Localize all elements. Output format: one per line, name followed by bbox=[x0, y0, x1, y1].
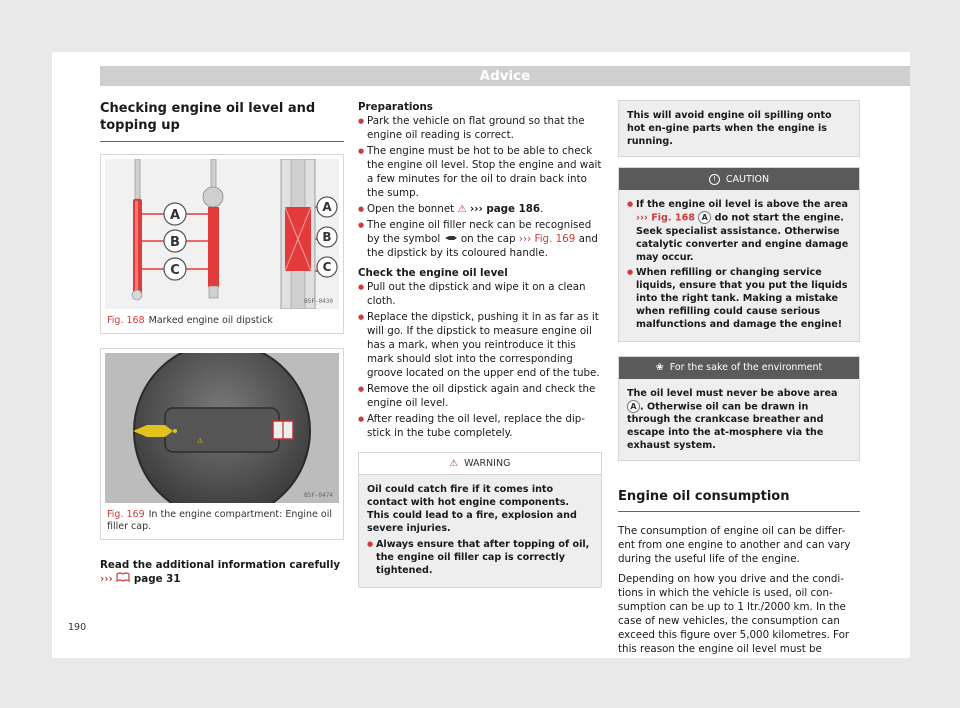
page-number: 190 bbox=[68, 622, 87, 633]
consumption-paragraph-2: Depending on how you drive and the condi-tions in which the vehicle is used, oil con-sumption can be up to 1 ltr./2000 km. In the case of new vehicles, the consumption can exceed this figure over 5,000 kilometres. For this reason the engine oil level must be bbox=[618, 573, 850, 655]
svg-text:⚠: ⚠ bbox=[197, 437, 204, 445]
environment-title: For the sake of the environment bbox=[669, 362, 823, 373]
list-item: ● After reading the oil level, replace the dip-stick in the tube completely. bbox=[358, 412, 602, 440]
list-item bbox=[358, 218, 602, 260]
dipstick-drawing bbox=[105, 159, 339, 309]
bonnet-page-link[interactable]: ››› page 186 bbox=[470, 203, 541, 215]
letter-c-left: C bbox=[170, 263, 180, 278]
oil-can-icon bbox=[444, 233, 461, 245]
figure-number: Fig. 168 bbox=[107, 315, 145, 326]
caution-text-post: do not start the engine. Seek specialist assistance. Otherwise catalytic converter and engine damage may occur. bbox=[636, 212, 849, 263]
list-item: ● Always ensure that after topping of oil, the engine oil filler cap is correctly tightened. bbox=[367, 538, 593, 577]
letter-a-right: A bbox=[322, 200, 332, 214]
consumption-paragraph-1: The consumption of engine oil can be differ-ent from one engine to another and can vary during the useful life of the engine. bbox=[618, 525, 851, 565]
area-a-badge: A bbox=[627, 400, 640, 413]
warning-continued-text: This will avoid engine oil spilling onto hot en-gine parts when the engine is running. bbox=[619, 101, 859, 156]
read-more-page-link[interactable]: page 31 bbox=[133, 573, 181, 585]
caution-text: If the engine oil level is above the area bbox=[636, 199, 849, 210]
environment-body bbox=[619, 379, 859, 461]
list-item: ● When refilling or changing service liquids, ensure that you put the liquids into the right tank. Making a mistake when refilling could cause serious malfunctions and damage the engine! bbox=[627, 266, 851, 331]
figure-number: Fig. 169 bbox=[107, 509, 145, 520]
warning-text: Oil could catch fire if it comes into contact with hot engine components. This could lead to a fire, explosion and severe injuries. bbox=[367, 484, 577, 534]
section-header: Advice bbox=[100, 66, 910, 86]
info-circle-icon: ! bbox=[709, 174, 720, 185]
warning-body bbox=[359, 475, 601, 587]
image-code: B5F-0430 bbox=[304, 298, 333, 305]
environment-header bbox=[619, 357, 859, 379]
read-more-arrows[interactable]: ››› bbox=[100, 573, 113, 585]
dipstick-illustration bbox=[105, 159, 339, 309]
read-more-text: Read the additional information carefully bbox=[100, 559, 341, 571]
check-oil-heading: Check the engine oil level bbox=[358, 267, 508, 279]
environment-box bbox=[618, 356, 860, 462]
environment-text: The oil level must never be above area bbox=[627, 387, 838, 399]
filler-mid: on the cap bbox=[460, 233, 516, 245]
list-item: ● Pull out the dipstick and wipe it on a clean cloth. bbox=[358, 280, 602, 308]
image-code: B5F-0474 bbox=[304, 492, 333, 499]
list-item: ● Replace the dipstick, pushing it in as far as it will go. If the dipstick to measure engine oil has a mark, when you reintroduce it this mark should slot into the corresponding groove located on the upper end of the tube. bbox=[358, 310, 602, 380]
warning-box bbox=[358, 452, 602, 588]
fig169-link[interactable]: ››› Fig. 169 bbox=[518, 233, 576, 245]
figure-caption bbox=[105, 315, 339, 327]
list-item bbox=[627, 198, 851, 264]
filler-text: The engine oil filler neck can be recognised by the symbol bbox=[367, 219, 592, 245]
preparations-list bbox=[358, 114, 602, 260]
letter-c-right: C bbox=[322, 260, 332, 274]
manual-page bbox=[52, 52, 910, 658]
figure-168 bbox=[100, 154, 344, 334]
book-icon bbox=[116, 573, 134, 585]
fig168-link[interactable]: ››› Fig. 168 bbox=[636, 212, 695, 224]
caution-box bbox=[618, 167, 860, 342]
warning-triangle-icon: ⚠ bbox=[449, 458, 459, 469]
manual-book-icon bbox=[273, 421, 293, 439]
caution-header bbox=[619, 168, 859, 190]
warning-list bbox=[367, 538, 593, 577]
figure-caption-text: Marked engine oil dipstick bbox=[148, 315, 273, 326]
warning-header bbox=[359, 453, 601, 475]
environment-text-post: . Otherwise oil can be drawn in through the crankcase breather and escape into the at-mosphere via the exhaust system. bbox=[627, 401, 824, 451]
oil-cap-drawing bbox=[105, 353, 339, 503]
column-middle bbox=[358, 100, 602, 588]
warning-continued-box bbox=[618, 100, 860, 157]
caution-title: CAUTION bbox=[725, 173, 770, 185]
list-item: ● Remove the oil dipstick again and check the engine oil level. bbox=[358, 382, 602, 410]
letter-b-right: B bbox=[322, 230, 332, 244]
list-item: ● Park the vehicle on flat ground so that the engine oil reading is correct. bbox=[358, 114, 602, 142]
bonnet-text: Open the bonnet bbox=[367, 203, 455, 215]
column-left bbox=[100, 100, 344, 586]
figure-caption bbox=[105, 509, 339, 533]
list-item bbox=[358, 202, 602, 216]
leaf-icon: ❀ bbox=[655, 362, 664, 373]
consumption-heading: Engine oil consumption bbox=[618, 489, 860, 512]
area-a-badge: A bbox=[698, 211, 711, 224]
oil-cap-photo bbox=[105, 353, 339, 503]
caution-body bbox=[619, 190, 859, 341]
letter-b-left: B bbox=[170, 235, 180, 250]
filler-post: and the dipstick by its coloured handle. bbox=[367, 233, 598, 259]
list-item: ● The engine must be hot to be able to check the engine oil level. Stop the engine and wait a few minutes for the oil to drain back into the sump. bbox=[358, 144, 602, 200]
warning-title: WARNING bbox=[464, 458, 511, 469]
letter-a-left: A bbox=[169, 208, 181, 223]
bonnet-post: . bbox=[540, 203, 544, 215]
caution-list bbox=[627, 198, 851, 331]
column-right bbox=[618, 100, 860, 656]
section-title: Checking engine oil level and topping up bbox=[100, 100, 344, 142]
warning-triangle-icon: ⚠ bbox=[457, 203, 467, 215]
figure-caption-text: In the engine compartment: Engine oil filler cap. bbox=[107, 509, 333, 532]
figure-169 bbox=[100, 348, 344, 540]
read-more-note bbox=[100, 558, 344, 586]
check-oil-list bbox=[358, 280, 602, 440]
preparations-heading: Preparations bbox=[358, 101, 433, 113]
